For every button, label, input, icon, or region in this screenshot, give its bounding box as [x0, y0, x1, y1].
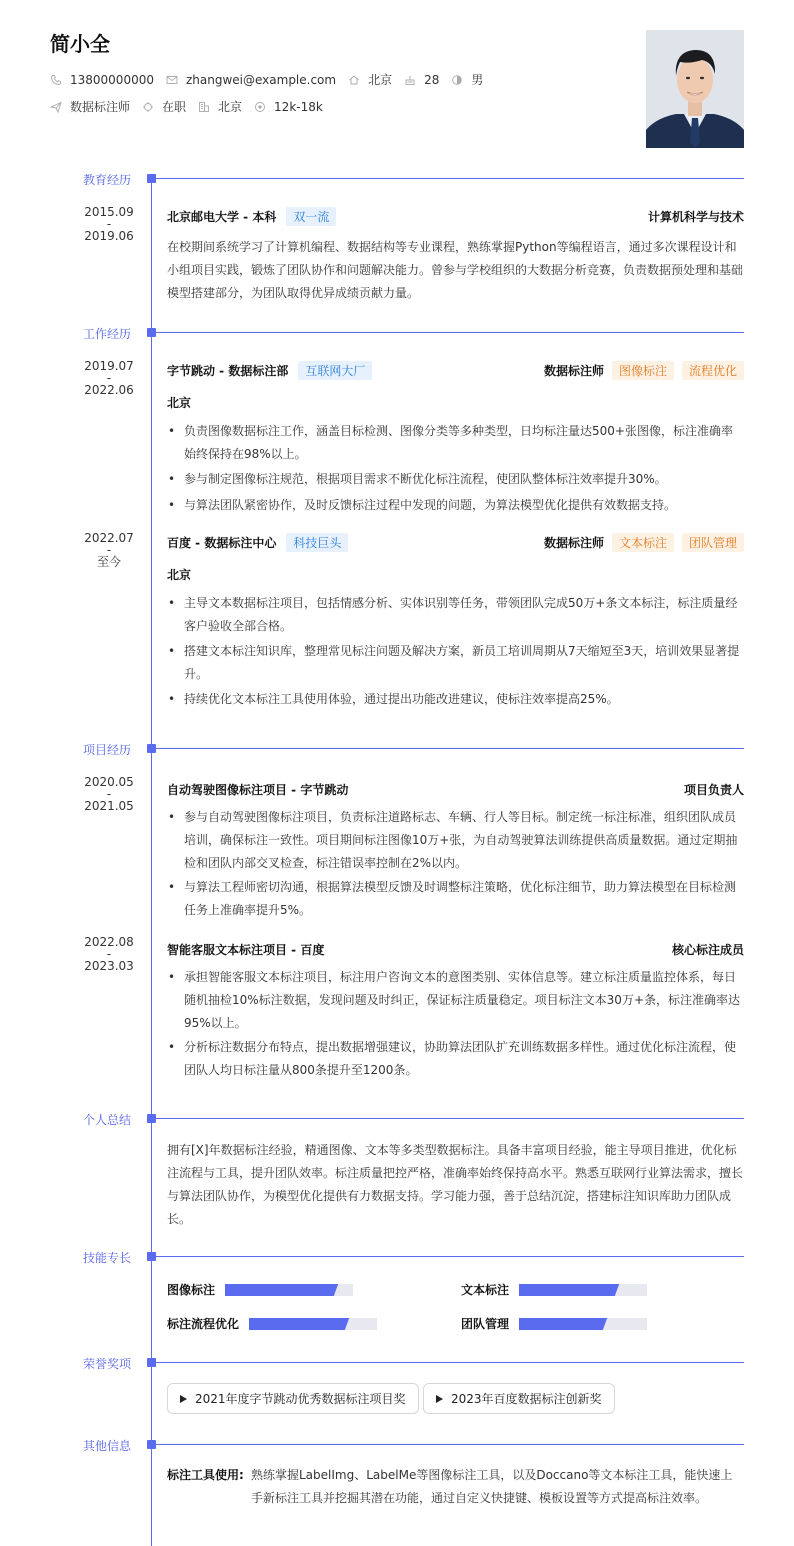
work-bullet: • 与算法团队紧密协作，及时反馈标注过程中发现的问题，为算法模型优化提供有效数据支持。 [167, 494, 744, 517]
avatar-portrait [646, 30, 744, 148]
summary-text: 拥有[X]年数据标注经验，精通图像、文本等多类型数据标注。具备丰富项目经验，能主导项目推进，优化标注流程与工具，提升团队效率。标注质量把控严格，准确率始终保持高水平。熟悉互联网行业算法需求，擅长与算法团队协作，为模型优化提供有力数据支持。学习能力强，善于总结沉淀，搭建标注知识库助力团队成长。 [167, 1143, 744, 1226]
job-row [50, 98, 335, 115]
phone-number: 13800000000 [70, 72, 154, 87]
skill-bar [519, 1284, 647, 1296]
project-bullet: • 承担智能客服文本标注项目，标注用户咨询文本的意图类别、实体信息等。建立标注质量监控体系，每日随机抽检10%标注数据，发现问题及时纠正，保证标注质量稳定。项目标注文本30万+条，标注准确率达95%以上。 [167, 966, 744, 1035]
date-separator: - [106, 371, 112, 385]
status-item [142, 98, 186, 115]
skill-tag: 图像标注 [612, 361, 674, 380]
work-start-date: 2019.07 [84, 359, 134, 373]
phone-item [50, 73, 154, 87]
skill-bar [249, 1318, 377, 1330]
contact-row [50, 71, 495, 88]
section-title-work: 工作经历 [83, 327, 132, 341]
section-marker [147, 1114, 156, 1123]
company-name: 字节跳动 - 数据标注部 [167, 364, 289, 378]
award-chip [167, 1383, 419, 1414]
skill-bar [225, 1284, 353, 1296]
email-icon [166, 74, 178, 86]
award-name: 2021年度字节跳动优秀数据标注项目奖 [195, 1392, 406, 1406]
skill-bar-fill [225, 1284, 340, 1296]
skill-bar-notch [334, 1284, 348, 1296]
skill-tag: 流程优化 [682, 361, 744, 380]
project-bullet: • 参与自动驾驶图像标注项目，负责标注道路标志、车辆、行人等目标。制定统一标注标准，组织团队成员培训，确保标注一致性。项目期间标注图像10万+张，为自动驾驶算法训练提供高质量数据。通过定期抽检和团队内部交叉检查，标注错误率控制在2%以内。 [167, 806, 744, 875]
city-item [198, 98, 242, 115]
skill-name: 标注流程优化 [167, 1317, 240, 1331]
position: 数据标注师 [70, 100, 131, 114]
date-separator: - [106, 543, 112, 557]
work-city: 北京 [218, 100, 243, 114]
edu-description: 在校期间系统学习了计算机编程、数据结构等专业课程，熟练掌握Python等编程语言，通过多次课程设计和小组项目实践，锻炼了团队协作和问题解决能力。曾参与学校组织的大数据分析竞赛，负责数据预处理和基础模型搭建部分，为团队取得优异成绩贡献力量。 [167, 240, 744, 300]
other-label: 标注工具使用: [167, 1468, 244, 1482]
job-role: 数据标注师 [543, 536, 604, 550]
salary-icon [254, 101, 266, 113]
edu-header [167, 207, 744, 226]
other-text: 熟练掌握LabelImg、LabelMe等图像标注工具，以及Doccano等文本标注工具，能快速上手新标注工具并挖掘其潜在功能，通过自定义快捷键、模板设置等方式提高标注效率。 [251, 1468, 733, 1505]
skill-bar-fill [519, 1284, 621, 1296]
project-header [167, 941, 744, 958]
age: 28 [424, 72, 440, 87]
email-address: zhangwei@example.com [185, 72, 337, 87]
skill-tag: 团队管理 [682, 533, 744, 552]
work-location: 北京 [167, 396, 192, 410]
section-title-projects: 项目经历 [83, 743, 132, 757]
section-title-skills: 技能专长 [83, 1251, 132, 1265]
skill-bar-fill [249, 1318, 351, 1330]
skill-name: 文本标注 [461, 1283, 510, 1297]
section-marker [147, 174, 156, 183]
work-start-date: 2022.07 [84, 531, 134, 545]
candidate-name: 简小全 [50, 32, 110, 56]
date-separator: - [106, 947, 112, 961]
major: 计算机科学与技术 [647, 210, 744, 224]
edu-start-date: 2015.09 [84, 205, 134, 219]
award-chip [423, 1383, 615, 1414]
phone-icon [50, 74, 62, 86]
school-tag: 双一流 [286, 207, 336, 226]
section-marker [147, 1440, 156, 1449]
skill-bar-fill [519, 1318, 609, 1330]
work-header [167, 533, 744, 552]
section-marker [147, 328, 156, 337]
position-item [50, 98, 130, 115]
edu-end-date: 2019.06 [84, 229, 134, 243]
age-item [404, 73, 439, 87]
work-bullet: • 主导文本数据标注项目，包括情感分析、实体识别等任务，带领团队完成50万+条文本标注，标注质量经客户验收全部合格。 [167, 592, 744, 638]
expected-salary: 12k-18k [274, 99, 323, 114]
skill-item [461, 1281, 647, 1298]
section-divider [156, 1362, 744, 1363]
play-icon [180, 1395, 187, 1403]
project-name: 自动驾驶图像标注项目 - 字节跳动 [167, 783, 349, 797]
send-icon [50, 101, 62, 113]
hometown-item [348, 71, 392, 88]
section-marker [147, 744, 156, 753]
section-divider [156, 332, 744, 333]
section-title-awards: 荣誉奖项 [83, 1357, 132, 1371]
timeline-line [151, 178, 152, 1546]
gender-icon [451, 74, 463, 86]
section-title-education: 教育经历 [83, 173, 132, 187]
work-bullet: • 参与制定图像标注规范，根据项目需求不断优化标注流程，使团队整体标注效率提升30%。 [167, 468, 744, 491]
work-bullet: • 搭建文本标注知识库，整理常见标注问题及解决方案，新员工培训周期从7天缩短至3天，培训效果显著提升。 [167, 640, 744, 686]
status-icon [142, 101, 154, 113]
company-tag: 互联网大厂 [298, 361, 372, 380]
email-item [166, 73, 336, 87]
skill-tag: 文本标注 [612, 533, 674, 552]
date-separator: - [106, 787, 112, 801]
skill-name: 团队管理 [461, 1317, 510, 1331]
company-name: 百度 - 数据标注中心 [167, 536, 277, 550]
job-role: 数据标注师 [543, 364, 604, 378]
skill-item [167, 1281, 353, 1298]
section-divider [156, 1444, 744, 1445]
skill-item [461, 1315, 647, 1332]
project-start-date: 2020.05 [84, 775, 134, 789]
salary-item [254, 100, 323, 114]
profile-photo [646, 30, 744, 148]
play-icon [436, 1395, 443, 1403]
project-name: 智能客服文本标注项目 - 百度 [167, 943, 325, 957]
gender: 男 [471, 73, 484, 87]
home-icon [348, 74, 360, 86]
section-divider [156, 748, 744, 749]
work-bullet: • 持续优化文本标注工具使用体验，通过提出功能改进建议，使标注效率提高25%。 [167, 688, 744, 711]
section-divider [156, 1256, 744, 1257]
skill-item [167, 1315, 377, 1332]
work-location: 北京 [167, 568, 192, 582]
work-end-date: 2022.06 [84, 383, 134, 397]
section-title-summary: 个人总结 [83, 1113, 132, 1127]
company-tag: 科技巨头 [286, 533, 348, 552]
building-icon [198, 101, 210, 113]
work-header [167, 361, 744, 380]
project-bullet: • 分析标注数据分布特点，提出数据增强建议，协助算法团队扩充训练数据多样性。通过优化标注流程，使团队人均日标注量从800条提升至1200条。 [167, 1036, 744, 1082]
project-role: 项目负责人 [683, 783, 744, 797]
section-divider [156, 178, 744, 179]
gender-item [451, 71, 483, 88]
project-start-date: 2022.08 [84, 935, 134, 949]
employment-status: 在职 [162, 100, 187, 114]
project-bullet: • 与算法工程师密切沟通，根据算法模型反馈及时调整标注策略，优化标注细节，助力算法模型在目标检测任务上准确率提升5%。 [167, 876, 744, 922]
work-bullet: • 负责图像数据标注工作，涵盖目标检测、图像分类等多种类型，日均标注量达500+张图像，标注准确率始终保持在98%以上。 [167, 420, 744, 466]
work-end-date: 至今 [96, 555, 121, 569]
section-divider [156, 1118, 744, 1119]
skill-bar-notch [602, 1318, 616, 1330]
section-title-other: 其他信息 [83, 1439, 132, 1453]
award-name: 2023年百度数据标注创新奖 [451, 1392, 602, 1406]
project-role: 核心标注成员 [671, 943, 744, 957]
cake-icon [404, 74, 416, 86]
project-end-date: 2021.05 [84, 799, 134, 813]
section-marker [147, 1358, 156, 1367]
project-header [167, 781, 744, 798]
skill-name: 图像标注 [167, 1283, 216, 1297]
project-end-date: 2023.03 [84, 959, 134, 973]
skill-bar [519, 1318, 647, 1330]
school-name: 北京邮电大学 - 本科 [167, 210, 277, 224]
section-marker [147, 1252, 156, 1261]
skill-bar-notch [345, 1318, 359, 1330]
hometown: 北京 [368, 73, 393, 87]
skill-bar-notch [615, 1284, 629, 1296]
date-separator: - [106, 217, 112, 231]
